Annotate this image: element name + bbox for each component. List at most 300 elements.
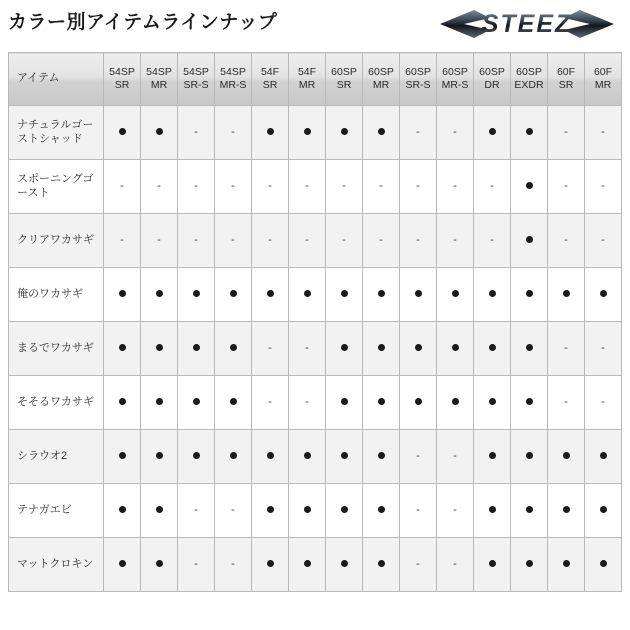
cell-r7-c13 [585, 484, 622, 538]
cell-r8-c10 [474, 538, 511, 592]
unavailable-dash-icon: - [231, 504, 235, 516]
unavailable-dash-icon: - [194, 126, 198, 138]
unavailable-dash-icon: - [379, 180, 383, 192]
available-dot-icon [230, 290, 237, 297]
cell-r0-c5 [289, 106, 326, 160]
unavailable-dash-icon: - [601, 342, 605, 354]
available-dot-icon [489, 452, 496, 459]
cell-r5-c3 [215, 376, 252, 430]
unavailable-dash-icon: - [157, 180, 161, 192]
cell-r0-c0 [104, 106, 141, 160]
available-dot-icon [341, 290, 348, 297]
available-dot-icon [341, 560, 348, 567]
cell-r0-c4 [252, 106, 289, 160]
unavailable-dash-icon: - [268, 180, 272, 192]
unavailable-dash-icon: - [231, 180, 235, 192]
unavailable-dash-icon: - [416, 234, 420, 246]
column-header-9-line2: MR-S [441, 79, 469, 91]
column-header-4 [252, 53, 289, 106]
available-dot-icon [119, 128, 126, 135]
cell-r4-c4 [252, 322, 289, 376]
available-dot-icon [489, 290, 496, 297]
cell-r7-c3 [215, 484, 252, 538]
unavailable-dash-icon: - [416, 558, 420, 570]
column-header-6 [326, 53, 363, 106]
cell-r4-c13 [585, 322, 622, 376]
cell-r1-c1 [141, 160, 178, 214]
cell-r4-c2 [178, 322, 215, 376]
available-dot-icon [341, 128, 348, 135]
cell-r3-c2 [178, 268, 215, 322]
column-header-13-line2: MR [594, 79, 612, 91]
available-dot-icon [563, 290, 570, 297]
row-header-2 [9, 214, 104, 268]
row-label: テナガエビ [17, 503, 72, 516]
cell-r2-c9 [437, 214, 474, 268]
cell-r1-c5 [289, 160, 326, 214]
table-row [9, 376, 622, 430]
unavailable-dash-icon: - [305, 396, 309, 408]
available-dot-icon [267, 128, 274, 135]
available-dot-icon [341, 398, 348, 405]
available-dot-icon [452, 398, 459, 405]
unavailable-dash-icon: - [453, 504, 457, 516]
available-dot-icon [526, 506, 533, 513]
cell-r0-c12 [548, 106, 585, 160]
column-header-0-line1: 54SP [109, 65, 135, 78]
unavailable-dash-icon: - [416, 126, 420, 138]
column-header-7-line2: MR [372, 79, 390, 91]
cell-r8-c3 [215, 538, 252, 592]
cell-r6-c9 [437, 430, 474, 484]
cell-r2-c7 [363, 214, 400, 268]
row-label: まるでワカサギ [17, 341, 94, 354]
cell-r8-c7 [363, 538, 400, 592]
cell-r3-c0 [104, 268, 141, 322]
cell-r8-c8 [400, 538, 437, 592]
unavailable-dash-icon: - [601, 180, 605, 192]
row-header-0 [9, 106, 104, 160]
available-dot-icon [156, 128, 163, 135]
table-head [9, 53, 622, 106]
cell-r5-c8 [400, 376, 437, 430]
cell-r5-c13 [585, 376, 622, 430]
cell-r7-c0 [104, 484, 141, 538]
unavailable-dash-icon: - [231, 126, 235, 138]
cell-r3-c9 [437, 268, 474, 322]
cell-r3-c7 [363, 268, 400, 322]
available-dot-icon [230, 452, 237, 459]
cell-r7-c2 [178, 484, 215, 538]
row-header-5 [9, 376, 104, 430]
unavailable-dash-icon: - [268, 396, 272, 408]
unavailable-dash-icon: - [416, 180, 420, 192]
unavailable-dash-icon: - [601, 234, 605, 246]
column-header-3-line1: 54SP [220, 65, 246, 78]
available-dot-icon [267, 560, 274, 567]
available-dot-icon [600, 506, 607, 513]
available-dot-icon [304, 290, 311, 297]
cell-r6-c1 [141, 430, 178, 484]
cell-r1-c9 [437, 160, 474, 214]
column-header-item: アイテム [9, 53, 104, 106]
column-header-6-line1: 60SP [331, 65, 357, 78]
cell-r5-c2 [178, 376, 215, 430]
cell-r6-c10 [474, 430, 511, 484]
column-header-9-line1: 60SP [442, 65, 468, 78]
unavailable-dash-icon: - [564, 396, 568, 408]
cell-r7-c8 [400, 484, 437, 538]
cell-r6-c13 [585, 430, 622, 484]
column-header-4-line2: SR [262, 79, 278, 91]
cell-r5-c1 [141, 376, 178, 430]
available-dot-icon [452, 344, 459, 351]
unavailable-dash-icon: - [342, 234, 346, 246]
cell-r6-c5 [289, 430, 326, 484]
unavailable-dash-icon: - [490, 180, 494, 192]
cell-r4-c11 [511, 322, 548, 376]
cell-r1-c10 [474, 160, 511, 214]
cell-r2-c8 [400, 214, 437, 268]
cell-r8-c0 [104, 538, 141, 592]
cell-r5-c6 [326, 376, 363, 430]
table-row [9, 322, 622, 376]
available-dot-icon [526, 128, 533, 135]
cell-r0-c13 [585, 106, 622, 160]
cell-r4-c9 [437, 322, 474, 376]
row-header-3 [9, 268, 104, 322]
cell-r8-c5 [289, 538, 326, 592]
unavailable-dash-icon: - [268, 234, 272, 246]
available-dot-icon [156, 344, 163, 351]
available-dot-icon [193, 452, 200, 459]
available-dot-icon [600, 290, 607, 297]
row-label: シラウオ2 [17, 449, 68, 462]
column-header-3 [215, 53, 252, 106]
row-label: クリアワカサギ [17, 233, 94, 246]
column-header-5-line1: 54F [297, 65, 317, 78]
unavailable-dash-icon: - [268, 342, 272, 354]
unavailable-dash-icon: - [194, 504, 198, 516]
row-header-7 [9, 484, 104, 538]
cell-r4-c8 [400, 322, 437, 376]
cell-r0-c3 [215, 106, 252, 160]
row-label: 俺のワカサギ [17, 287, 83, 300]
cell-r1-c4 [252, 160, 289, 214]
cell-r6-c11 [511, 430, 548, 484]
column-header-0 [104, 53, 141, 106]
cell-r0-c8 [400, 106, 437, 160]
table-body [9, 106, 622, 592]
column-header-10 [474, 53, 511, 106]
column-header-7 [363, 53, 400, 106]
table-header-row [9, 53, 622, 106]
cell-r8-c1 [141, 538, 178, 592]
available-dot-icon [378, 452, 385, 459]
cell-r3-c5 [289, 268, 326, 322]
available-dot-icon [304, 506, 311, 513]
cell-r0-c9 [437, 106, 474, 160]
cell-r7-c12 [548, 484, 585, 538]
cell-r3-c11 [511, 268, 548, 322]
cell-r3-c8 [400, 268, 437, 322]
cell-r2-c11 [511, 214, 548, 268]
available-dot-icon [119, 344, 126, 351]
cell-r5-c11 [511, 376, 548, 430]
row-label: そそるワカサギ [17, 395, 94, 408]
available-dot-icon [267, 506, 274, 513]
available-dot-icon [304, 452, 311, 459]
available-dot-icon [119, 452, 126, 459]
available-dot-icon [119, 290, 126, 297]
available-dot-icon [156, 398, 163, 405]
unavailable-dash-icon: - [305, 180, 309, 192]
row-header-8 [9, 538, 104, 592]
cell-r4-c10 [474, 322, 511, 376]
cell-r4-c12 [548, 322, 585, 376]
column-header-12 [548, 53, 585, 106]
cell-r3-c4 [252, 268, 289, 322]
cell-r7-c6 [326, 484, 363, 538]
cell-r7-c10 [474, 484, 511, 538]
lineup-table [8, 52, 622, 592]
table-row [9, 430, 622, 484]
available-dot-icon [415, 398, 422, 405]
cell-r7-c1 [141, 484, 178, 538]
cell-r7-c5 [289, 484, 326, 538]
table-row [9, 106, 622, 160]
column-header-11-line1: 60SP [516, 65, 542, 78]
column-header-10-line1: 60SP [479, 65, 505, 78]
cell-r0-c1 [141, 106, 178, 160]
cell-r2-c2 [178, 214, 215, 268]
column-header-6-line2: SR [336, 79, 352, 91]
cell-r3-c12 [548, 268, 585, 322]
available-dot-icon [156, 452, 163, 459]
cell-r4-c7 [363, 322, 400, 376]
available-dot-icon [489, 128, 496, 135]
cell-r4-c3 [215, 322, 252, 376]
cell-r8-c6 [326, 538, 363, 592]
table-row [9, 214, 622, 268]
unavailable-dash-icon: - [601, 396, 605, 408]
table-row [9, 160, 622, 214]
column-header-13 [585, 53, 622, 106]
cell-r0-c11 [511, 106, 548, 160]
column-header-11-line2: EXDR [514, 79, 544, 91]
cell-r4-c0 [104, 322, 141, 376]
column-header-8-line2: SR-S [405, 79, 431, 91]
column-header-0-line2: SR [114, 79, 130, 91]
cell-r4-c5 [289, 322, 326, 376]
column-header-1-line1: 54SP [146, 65, 172, 78]
cell-r8-c9 [437, 538, 474, 592]
available-dot-icon [526, 290, 533, 297]
cell-r5-c5 [289, 376, 326, 430]
cell-r0-c10 [474, 106, 511, 160]
cell-r2-c3 [215, 214, 252, 268]
available-dot-icon [489, 560, 496, 567]
cell-r6-c0 [104, 430, 141, 484]
unavailable-dash-icon: - [120, 180, 124, 192]
available-dot-icon [489, 506, 496, 513]
unavailable-dash-icon: - [342, 180, 346, 192]
column-header-12-line2: SR [558, 79, 574, 91]
cell-r4-c6 [326, 322, 363, 376]
available-dot-icon [600, 452, 607, 459]
available-dot-icon [415, 290, 422, 297]
column-header-7-line1: 60SP [368, 65, 394, 78]
available-dot-icon [526, 182, 533, 189]
available-dot-icon [119, 506, 126, 513]
available-dot-icon [526, 236, 533, 243]
unavailable-dash-icon: - [601, 126, 605, 138]
table-row [9, 538, 622, 592]
cell-r3-c1 [141, 268, 178, 322]
cell-r2-c13 [585, 214, 622, 268]
row-label: マットクロキン [17, 557, 94, 570]
available-dot-icon [119, 398, 126, 405]
available-dot-icon [600, 560, 607, 567]
unavailable-dash-icon: - [194, 234, 198, 246]
cell-r1-c13 [585, 160, 622, 214]
cell-r6-c12 [548, 430, 585, 484]
cell-r8-c13 [585, 538, 622, 592]
unavailable-dash-icon: - [120, 234, 124, 246]
column-header-1 [141, 53, 178, 106]
cell-r1-c6 [326, 160, 363, 214]
row-label: スポーニングゴースト [17, 172, 94, 199]
cell-r5-c7 [363, 376, 400, 430]
available-dot-icon [563, 560, 570, 567]
cell-r5-c9 [437, 376, 474, 430]
available-dot-icon [415, 344, 422, 351]
available-dot-icon [193, 398, 200, 405]
available-dot-icon [267, 290, 274, 297]
available-dot-icon [378, 290, 385, 297]
cell-r1-c2 [178, 160, 215, 214]
column-header-11 [511, 53, 548, 106]
cell-r8-c4 [252, 538, 289, 592]
cell-r5-c0 [104, 376, 141, 430]
unavailable-dash-icon: - [490, 234, 494, 246]
available-dot-icon [526, 344, 533, 351]
cell-r4-c1 [141, 322, 178, 376]
cell-r2-c1 [141, 214, 178, 268]
page-title: カラー別アイテムラインナップ [8, 12, 278, 33]
cell-r1-c8 [400, 160, 437, 214]
cell-r5-c10 [474, 376, 511, 430]
column-header-1-line2: MR [150, 79, 168, 91]
cell-r3-c3 [215, 268, 252, 322]
available-dot-icon [378, 128, 385, 135]
unavailable-dash-icon: - [305, 234, 309, 246]
column-header-5 [289, 53, 326, 106]
unavailable-dash-icon: - [231, 234, 235, 246]
cell-r6-c4 [252, 430, 289, 484]
cell-r6-c3 [215, 430, 252, 484]
unavailable-dash-icon: - [416, 450, 420, 462]
table-row [9, 484, 622, 538]
cell-r1-c12 [548, 160, 585, 214]
column-header-13-line1: 60F [593, 65, 613, 78]
available-dot-icon [489, 398, 496, 405]
cell-r7-c9 [437, 484, 474, 538]
cell-r0-c7 [363, 106, 400, 160]
available-dot-icon [304, 128, 311, 135]
cell-r3-c13 [585, 268, 622, 322]
cell-r2-c0 [104, 214, 141, 268]
cell-r1-c3 [215, 160, 252, 214]
column-header-2-line1: 54SP [183, 65, 209, 78]
unavailable-dash-icon: - [194, 180, 198, 192]
unavailable-dash-icon: - [564, 180, 568, 192]
cell-r8-c11 [511, 538, 548, 592]
unavailable-dash-icon: - [416, 504, 420, 516]
cell-r5-c12 [548, 376, 585, 430]
cell-r0-c6 [326, 106, 363, 160]
column-header-12-line1: 60F [556, 65, 576, 78]
unavailable-dash-icon: - [564, 342, 568, 354]
available-dot-icon [526, 452, 533, 459]
cell-r1-c11 [511, 160, 548, 214]
available-dot-icon [526, 560, 533, 567]
available-dot-icon [156, 290, 163, 297]
available-dot-icon [230, 344, 237, 351]
unavailable-dash-icon: - [564, 126, 568, 138]
column-header-4-line1: 54F [260, 65, 280, 78]
available-dot-icon [452, 290, 459, 297]
column-header-3-line2: MR-S [219, 79, 247, 91]
cell-r2-c10 [474, 214, 511, 268]
steez-logo-icon [432, 4, 622, 44]
row-header-6 [9, 430, 104, 484]
row-label: ナチュラルゴーストシャッド [17, 118, 94, 145]
unavailable-dash-icon: - [379, 234, 383, 246]
unavailable-dash-icon: - [564, 234, 568, 246]
cell-r5-c4 [252, 376, 289, 430]
unavailable-dash-icon: - [453, 450, 457, 462]
available-dot-icon [489, 344, 496, 351]
column-header-10-line2: DR [484, 79, 500, 91]
available-dot-icon [378, 506, 385, 513]
available-dot-icon [378, 344, 385, 351]
available-dot-icon [378, 560, 385, 567]
row-header-4 [9, 322, 104, 376]
unavailable-dash-icon: - [305, 342, 309, 354]
cell-r7-c4 [252, 484, 289, 538]
cell-r0-c2 [178, 106, 215, 160]
column-header-2 [178, 53, 215, 106]
available-dot-icon [378, 398, 385, 405]
column-header-8 [400, 53, 437, 106]
cell-r2-c6 [326, 214, 363, 268]
column-header-8-line1: 60SP [405, 65, 431, 78]
row-header-1 [9, 160, 104, 214]
unavailable-dash-icon: - [157, 234, 161, 246]
cell-r2-c4 [252, 214, 289, 268]
cell-r8-c2 [178, 538, 215, 592]
table-row [9, 268, 622, 322]
available-dot-icon [119, 560, 126, 567]
cell-r6-c7 [363, 430, 400, 484]
page-header [0, 0, 630, 52]
available-dot-icon [341, 452, 348, 459]
available-dot-icon [156, 506, 163, 513]
cell-r7-c7 [363, 484, 400, 538]
cell-r1-c0 [104, 160, 141, 214]
available-dot-icon [304, 560, 311, 567]
